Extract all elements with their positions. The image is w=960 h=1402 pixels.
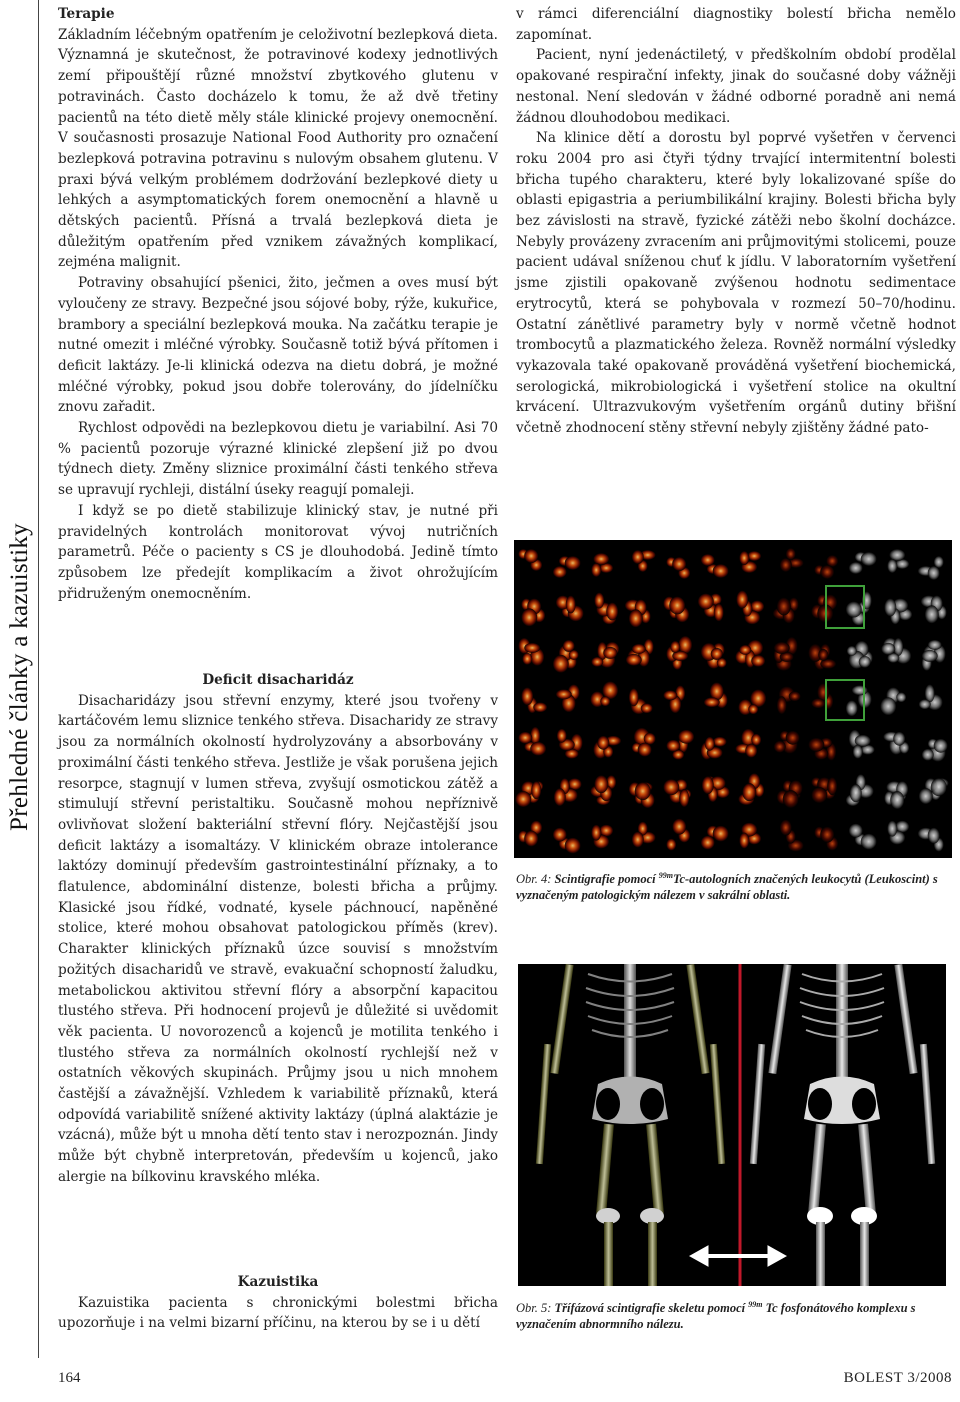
therapy-paragraph-1: Základním léčebným opatřením je celoživotní bezlepková dieta. Významná je skutečnost, že potravinové kodexy jednotlivých zemí připouštějí různé množství zbytkového glutenu v potravinách. Často docházelo k tomu, že až dvě třetiny pacientů na této dietě měly stále klinické projevy onemocnění. V současnosti prosazuje National Food Authority pro označení bezlepková potravina potravinu s nulovým obsahem glutenu. V praxi bývá velkým problémem dodržování bezlepkové diety u lehkých a asymptomatických forem onemocnění a hlavně u dětských pacientů. Přísná a trvalá bezlepková dieta je důležitým opatřením před vznikem závažných komplikací, zejména malignit.	[58, 26, 498, 271]
scan-hotspot	[701, 554, 715, 566]
scan-hotspot	[780, 558, 792, 572]
scan-hotspot	[638, 743, 652, 757]
scan-hotspot	[557, 729, 567, 743]
scan-hotspot	[629, 609, 643, 627]
scan-hotspot	[931, 778, 947, 796]
scan-hotspot	[777, 597, 791, 615]
scan-hotspot	[934, 556, 944, 568]
scan-hotspot	[678, 730, 694, 744]
scan-hotspot	[554, 788, 566, 806]
scan-hotspot	[928, 566, 940, 580]
scan-hotspot	[884, 598, 896, 616]
scan-hotspot	[553, 655, 569, 673]
scan-hotspot	[745, 744, 757, 758]
scan-hotspot	[818, 649, 828, 661]
scan-hotspot	[515, 791, 531, 807]
isotope-superscript: 99m	[748, 1300, 763, 1309]
scan-hotspot	[641, 703, 653, 713]
scan-hotspot	[739, 645, 751, 655]
scan-hotspot	[663, 779, 679, 795]
figure-4-label: Obr. 4:	[516, 872, 552, 887]
scan-hotspot	[714, 603, 724, 621]
scan-hotspot	[702, 776, 714, 794]
scan-hotspot	[666, 839, 676, 851]
case-report-heading: Kazuistika	[237, 1274, 319, 1290]
scan-hotspot	[632, 832, 644, 848]
scan-hotspot	[925, 605, 939, 623]
scan-hotspot	[922, 749, 934, 761]
scan-hotspot	[670, 641, 680, 653]
case-report-section	[58, 1272, 498, 1334]
scan-hotspot	[566, 595, 576, 613]
scan-hotspot	[887, 559, 897, 573]
scan-hotspot	[846, 700, 858, 716]
scan-hotspot	[777, 696, 787, 714]
scan-hotspot	[698, 593, 714, 609]
scan-hotspot	[853, 745, 863, 759]
scan-hotspot	[783, 790, 799, 808]
scan-hotspot	[524, 643, 540, 653]
deficit-section	[58, 670, 498, 1188]
scan-hotspot	[524, 549, 538, 563]
scan-hotspot	[928, 828, 940, 844]
figure-5-caption-part: Tc fosfonátového komplexu s vyznačením abnormního nálezu.	[516, 1301, 916, 1332]
isotope-superscript: 99m	[658, 871, 673, 880]
scan-hotspot	[711, 648, 723, 660]
scan-hotspot	[629, 688, 639, 706]
scan-hotspot	[850, 784, 862, 802]
scan-hotspot	[672, 557, 686, 571]
therapy-heading: Terapie	[58, 6, 115, 22]
left-column	[58, 4, 498, 604]
scan-hotspot	[632, 644, 646, 654]
scan-hotspot	[742, 783, 756, 801]
scan-hotspot	[521, 687, 533, 705]
figure-5-caption	[516, 1297, 956, 1332]
deficit-heading: Deficit disacharidáz	[202, 672, 354, 688]
figure-5-image	[518, 964, 946, 1286]
right-paragraph-3: Na klinice dětí a dorostu byl poprvé vyšetřen v červenci roku 2004 pro asi čtyři týdny trvající intermitentní bolesti břicha tupého charakteru, které byly lokalizované spíše do oblasti epigastria a periumbilikální krajiny. Bolesti břicha byly bez závislosti na stravě, fyzické zátěži nebo školní docházce. Nebyly provázeny zvracením ani průjmovitými stolicemi, pouze pacient udával sníženou chuť k jídlu. V laboratorním vyšetření jsme zjistili opakovaně zvýšenou hodnotu sedimentace erytrocytů, která se pohybovala v rozmezí 50–70/hodinu. Ostatní zánětlivé parametry byly v normě včetně hodnot trombocytů a plazmatického železa. Rovněž normální výsledky vykazovala také opakovaně prováděná vyšetření biochemická, serologická, mikrobiologická i vyšetření stolice na okultní krvácení. Ultrazvukovým vyšetřením orgánů dutiny břišní včetně zhodnocení stěny střevní nebyly zjištěny žádné pato-	[516, 130, 956, 437]
right-paragraph-1: v rámci diferenciální diagnostiky bolestí břicha nemělo zapomínat.	[516, 6, 956, 43]
scan-hotspot	[859, 656, 871, 668]
figure-4-image	[514, 540, 952, 858]
leukocyte-scintigraphy-grid	[514, 540, 952, 858]
scan-hotspot	[591, 825, 601, 841]
scan-hotspot	[704, 697, 720, 707]
scan-hotspot	[739, 551, 749, 565]
scan-hotspot	[594, 775, 608, 793]
scan-hotspot	[774, 642, 790, 654]
scan-hotspot	[890, 791, 904, 809]
scan-hotspot	[591, 657, 603, 667]
journal-name: BOLEST 3/2008	[843, 1370, 952, 1386]
scan-hotspot	[811, 698, 825, 708]
scan-hotspot	[518, 732, 532, 744]
case-report-paragraph: Kazuistika pacienta s chronickými bolestmi břicha upozorňuje i na velmi bizarní příčinu, na kterou by se i u dětí	[58, 1294, 498, 1332]
scan-hotspot	[922, 650, 938, 662]
scan-hotspot	[672, 819, 686, 835]
scan-hotspot	[594, 592, 604, 608]
scan-hotspot	[669, 596, 685, 614]
scan-hotspot	[521, 608, 537, 626]
skeletal-scintigraphy	[518, 964, 946, 1286]
scan-hotspot	[553, 828, 567, 842]
scan-hotspot	[780, 820, 792, 836]
scan-hotspot	[530, 742, 546, 756]
scan-hotspot	[563, 640, 575, 652]
scan-hotspot	[632, 550, 644, 564]
scan-hotspot	[531, 781, 541, 799]
scan-hotspot	[679, 789, 689, 807]
scan-hotspot	[751, 734, 761, 746]
scan-hotspot	[556, 689, 572, 699]
deficit-paragraph: Disacharidázy jsou střevní enzymy, které jsou tvořeny v kartáčovém lemu sliznice tenkého střeva. Disacharidy ze stravy jsou za normálních okolností hydrolyzovány a absorbovány v proximální části tenkého střeva. Jestliže je však porušena jejich resorpce, stagnují v lumen střeva, zvyšují osmotickou zátěž a stimulují střevní peristaltiku. Současně mohou nepříznivě ovlivňovat složení bakteriální střevní flóry. Nejčastější jsou deficit laktázy a isomaltázy. V klinickém obraze intolerance laktózy dominují především gastrointestinální příznaky, a to flatulence, abdominální distenze, bolesti břicha a průjmy. Klasické jsou řídké, vodnaté, kysele páchnoucí, napěněné stolice, které mohou obsahovat patologickou příměs (krev). Charakter klinických příznaků úzce souvisí s množstvím požitých disacharidů ve stravě, evakuační schopností žaludku, metabolickou aktivitou střevní flóry a absorpční kapacitou tlustého střeva. Při hodnocení projevů je důležité si uvědomit věk pacienta. U novorozenců a kojenců je motilita tenkého i tlustého střeva za normálních okolností rychlejší než v ostatních věkových skupinách. Průjmy jsou u nich mnohem častější a závažnější. Vzhledem k variabilitě příznaků, která odpovídá variabilitě snížené aktivity laktázy (úplná alaktázie je vzácná), může být u mnoha dětí tento stav i nerozpoznán. Jindy může být chybně interpretován, především u kojenců, jako alergie na bílkovinu kravského mléka.	[58, 692, 498, 1185]
scan-hotspot	[553, 566, 567, 578]
scan-hotspot	[533, 702, 547, 712]
scan-hotspot	[522, 653, 532, 665]
scan-hotspot	[919, 788, 933, 804]
scan-hotspot	[852, 685, 868, 695]
right-column	[516, 4, 956, 439]
scan-hotspot	[928, 640, 942, 650]
figure-4-caption-part: Scintigrafie pomocí	[554, 872, 659, 887]
scan-hotspot	[701, 836, 715, 850]
section-title: Přehledné články a kazuistiky	[6, 523, 33, 831]
scan-hotspot	[881, 643, 895, 655]
scan-hotspot	[880, 697, 896, 715]
scan-hotspot	[748, 704, 758, 714]
scan-hotspot	[861, 834, 877, 850]
scan-hotspot	[751, 655, 765, 667]
scan-hotspot	[663, 690, 677, 700]
scan-hotspot	[849, 562, 863, 574]
scan-hotspot	[934, 739, 948, 753]
scan-hotspot	[565, 556, 581, 570]
scan-hotspot	[666, 740, 680, 752]
scan-hotspot	[591, 563, 601, 577]
scan-hotspot	[846, 601, 862, 617]
scan-hotspot	[713, 737, 727, 747]
scan-hotspot	[606, 602, 618, 620]
scan-hotspot	[896, 692, 906, 702]
scan-hotspot	[893, 732, 905, 746]
scan-hotspot	[597, 736, 609, 750]
therapy-paragraph-4: I když se po dietě stabilizuje klinický stav, je nutné při pravidelných kontrolách monitorovat vývoj nutričních parametrů. Péče o pacienty s CS je dlouhodobá. Jedině tímto způsobem lze předejít komplikacím a život ohrožujícím přidruženým onemocněním.	[58, 502, 498, 602]
sidebar	[0, 0, 39, 1358]
scan-hotspot	[811, 787, 827, 803]
scan-hotspot	[736, 590, 748, 608]
page-number: 164	[58, 1370, 81, 1386]
scan-hotspot	[808, 738, 824, 752]
scan-hotspot	[565, 838, 581, 854]
scan-hotspot	[789, 691, 801, 701]
figure-4-caption	[516, 868, 956, 903]
scan-hotspot	[849, 824, 863, 838]
scan-hotspot	[887, 821, 897, 837]
scan-hotspot	[713, 564, 729, 578]
scan-hotspot	[827, 777, 837, 795]
scan-hotspot	[820, 565, 834, 579]
scan-hotspot	[774, 741, 786, 753]
right-paragraph-2: Pacient, nyní jedenáctiletý, v předškolním období prodělal opakované respirační infekty, jinak do současné doby vážněji nestonal. Není sledován v žádné odborné poradně ani nemá žádnou dlouhodobou medikaci.	[516, 47, 956, 126]
scan-hotspot	[635, 782, 651, 800]
scan-hotspot	[786, 548, 796, 560]
scan-hotspot	[603, 647, 617, 659]
scan-hotspot	[747, 551, 761, 561]
scan-hotspot	[820, 827, 834, 843]
scan-hotspot	[705, 737, 715, 751]
scan-hotspot	[524, 831, 538, 847]
scan-hotspot	[600, 696, 610, 706]
scan-hotspot	[739, 833, 749, 849]
scan-hotspot	[861, 552, 877, 566]
scan-hotspot	[786, 731, 800, 745]
therapy-paragraph-2: Potraviny obsahující pšenici, žito, ječmen a oves musí být vyloučeny ze stravy. Bezpečné jsou sójové boby, rýže, kukuřice, brambory a speciální bezlepková mouka. Na začátku terapie je nutné omezit i mléčné výrobky. Současně totiž bývá přítomen i deficit laktázy. Je-li klinická odezva na dietu dobrá, je možné mléčné výrobky, pokud jsou dobře tolerovány, do jídelníčku znovu zařadit.	[58, 275, 498, 416]
scan-hotspot	[713, 826, 729, 842]
figure-5-label: Obr. 5:	[516, 1301, 552, 1316]
figure-4-caption-part: Tc-autologních značených leukocytů (Leukoscint) s vyznačeným patologickým nálezem v sakrální oblasti.	[516, 872, 938, 903]
therapy-paragraph-3: Rychlost odpovědi na bezlepkovou dietu je variabilní. Asi 70 % pacientů pozoruje výrazné klinické zlepšení již po dvou týdnech diety. Změny sliznice proximální části tenkého střeva se upravují rychleji, distální úseky reagují pomaleji.	[58, 420, 498, 499]
scan-hotspot	[919, 699, 931, 709]
figure-5-caption-part: Třífázová scintigrafie skeletu pomocí	[554, 1301, 749, 1316]
scan-hotspot	[626, 654, 642, 666]
scan-hotspot	[847, 646, 857, 656]
